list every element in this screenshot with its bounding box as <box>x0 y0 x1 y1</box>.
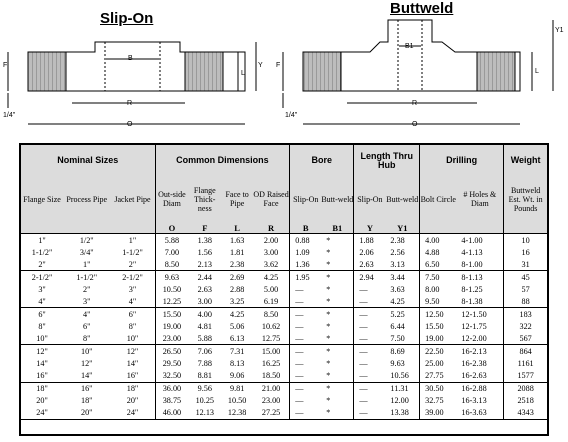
sub-header-weight: Buttweld Est. Wt. in Pounds <box>504 176 547 222</box>
table-row <box>21 382 547 395</box>
slip-on-label-o: O <box>127 121 133 128</box>
table-cell: 6" <box>110 308 155 321</box>
symbol-cell <box>110 222 155 234</box>
table-cell: * <box>321 357 354 369</box>
table-cell: 3.25 <box>221 295 253 308</box>
table-cell: 2.00 <box>253 234 290 247</box>
table-cell: 20" <box>63 407 110 420</box>
table-cell: 2.56 <box>385 246 419 258</box>
table-cell: 1.09 <box>295 247 310 257</box>
table-cell: — <box>290 295 322 308</box>
table-cell: 18" <box>36 384 48 394</box>
table-cell: — <box>359 346 368 356</box>
symbol-cell <box>21 222 63 234</box>
table-cell: — <box>295 358 304 368</box>
table-cell: 10.50 <box>162 284 182 294</box>
table-cell: 8.69 <box>385 345 419 358</box>
table-cell: 1.36 <box>290 258 322 271</box>
table-cell: 10 <box>521 235 530 245</box>
table-row <box>21 395 547 407</box>
table-cell: 1.38 <box>197 235 212 245</box>
flange-cross-section-drawings <box>0 0 568 134</box>
table-cell: 2.44 <box>197 272 212 282</box>
table-cell: 16-3.63 <box>456 407 503 420</box>
table-cell: 16" <box>80 384 93 394</box>
table-cell: 1577 <box>504 370 547 383</box>
table-cell: * <box>321 320 354 332</box>
table-cell: * <box>321 308 354 321</box>
table-cell: 2.88 <box>229 284 245 294</box>
table-cell: 4343 <box>504 407 547 420</box>
table-row <box>21 357 547 369</box>
table-cell: 7.06 <box>197 346 212 356</box>
buttweld-label-l: L <box>535 68 539 75</box>
table-cell: 10.56 <box>385 370 419 383</box>
group-header-common-dimensions: Common Dimensions <box>155 145 290 176</box>
flange-diagrams <box>0 0 568 134</box>
table-cell: 20" <box>36 396 48 406</box>
table-cell: 2.38 <box>385 234 419 247</box>
table-cell: 32.50 <box>155 370 188 383</box>
table-cell: 29.50 <box>162 358 182 368</box>
table-cell: 7.00 <box>164 247 180 257</box>
table-cell: * <box>321 395 354 407</box>
symbol-cell <box>420 222 457 234</box>
table-cell: 10.50 <box>227 396 247 406</box>
table-cell: — <box>295 346 304 356</box>
table-cell: 4-1.13 <box>456 246 503 258</box>
table-cell: — <box>295 284 304 294</box>
table-cell: 2.63 <box>197 284 212 294</box>
sub-header-process-pipe: Process Pipe <box>63 176 110 222</box>
table-cell: * <box>321 246 354 258</box>
sub-header-holes-diam: # Holes & Diam <box>456 176 503 222</box>
table-cell: 9.06 <box>221 370 253 383</box>
table-cell: 12-2.00 <box>456 332 503 345</box>
table-cell: 3" <box>110 283 155 295</box>
table-cell: 3/4" <box>79 247 94 257</box>
table-cell: 4.25 <box>253 271 290 284</box>
table-cell: 10.25 <box>195 396 214 406</box>
table-cell: 16-2.88 <box>456 382 503 395</box>
table-cell: 7.50 <box>425 272 440 282</box>
sub-header-flange-thickness: Flange Thick-ness <box>188 176 221 222</box>
table-cell: 9.56 <box>197 384 212 394</box>
table-cell: 25.00 <box>425 358 444 368</box>
table-cell: 7.31 <box>229 346 245 356</box>
symbol-l: L <box>221 222 253 234</box>
table-cell: * <box>321 407 354 420</box>
table-cell: * <box>321 234 354 247</box>
table-cell: 8" <box>38 321 46 331</box>
slip-on-label-f: F <box>3 62 8 69</box>
table-cell: — <box>354 370 386 383</box>
table-cell: 13.38 <box>385 407 419 420</box>
table-cell: 12.25 <box>155 295 188 308</box>
table-cell: 10" <box>21 332 63 345</box>
table-cell: — <box>290 407 322 420</box>
table-cell: 46.00 <box>155 407 188 420</box>
table-cell: 12" <box>110 345 155 358</box>
table-cell: 2088 <box>517 384 534 394</box>
table-cell: 12.50 <box>425 309 444 319</box>
table-body <box>21 234 547 420</box>
table-cell: — <box>295 384 304 394</box>
symbol-y1: Y1 <box>385 222 419 234</box>
table-cell: 5.25 <box>385 308 419 321</box>
table-cell: 4-1.00 <box>456 234 503 247</box>
table-cell: * <box>321 258 354 271</box>
table-cell: 2-1/2" <box>110 271 155 284</box>
table-cell: 4.00 <box>197 309 212 319</box>
table-cell: 3" <box>38 284 46 294</box>
group-header-nominal-sizes: Nominal Sizes <box>21 145 155 176</box>
table-cell: * <box>321 345 354 358</box>
table-cell: 16-2.63 <box>456 370 503 383</box>
table-cell: 12.00 <box>385 395 419 407</box>
symbol-o: O <box>155 222 188 234</box>
table-cell: 1.56 <box>197 247 212 257</box>
table-cell: 12" <box>80 358 93 368</box>
table-cell: 9.63 <box>385 357 419 369</box>
group-header-bore: Bore <box>290 145 354 176</box>
table-cell: 23.00 <box>155 332 188 345</box>
table-cell: — <box>359 358 368 368</box>
table-cell: 88 <box>504 295 547 308</box>
table-cell: 16-2.13 <box>456 345 503 358</box>
table-cell: — <box>359 309 368 319</box>
flange-dimensions-table <box>19 143 549 436</box>
sub-header-face-to-pipe: Face to Pipe <box>221 176 253 222</box>
table-cell: 5.88 <box>188 332 221 345</box>
table-cell: 3.00 <box>188 295 221 308</box>
table-cell: 12.13 <box>188 407 221 420</box>
table-cell: 6.50 <box>420 258 457 271</box>
table-cell: * <box>321 295 354 308</box>
sub-header-hub-buttweld: Butt-weld <box>385 176 419 222</box>
table-cell: 1-1/2" <box>76 272 98 282</box>
table-row <box>21 345 547 358</box>
table-cell: 15.50 <box>162 309 182 319</box>
slip-on-title: Slip-On <box>100 10 154 27</box>
table-cell: 14" <box>110 357 155 369</box>
table-cell: 8.13 <box>229 358 245 368</box>
sub-header-flange-size: Flange Size <box>21 176 63 222</box>
table-cell: — <box>359 384 368 394</box>
table-cell: 2.38 <box>221 258 253 271</box>
table-cell: 864 <box>519 346 532 356</box>
table-cell: 8" <box>63 332 110 345</box>
slip-on-label-b: B <box>128 55 133 62</box>
table-cell: 18" <box>110 382 155 395</box>
buttweld-label-r: R <box>412 100 418 107</box>
table-cell: 9.50 <box>420 295 457 308</box>
table-cell: * <box>321 382 354 395</box>
table-cell: 2.13 <box>188 258 221 271</box>
table-cell: 1-1/2" <box>31 247 53 257</box>
table-cell: 567 <box>504 332 547 345</box>
sub-header-hub-slip-on: Slip-On <box>354 176 386 222</box>
table-cell: 3" <box>63 295 110 308</box>
table-cell: 11.31 <box>385 382 419 395</box>
buttweld-label-o: O <box>412 121 418 128</box>
table-cell: 12" <box>36 346 48 356</box>
table-cell: 32.75 <box>425 396 444 406</box>
table-cell: 36.00 <box>162 384 182 394</box>
table-cell: 12-1.75 <box>456 320 503 332</box>
table-cell: 16 <box>521 247 530 257</box>
table-row <box>21 332 547 345</box>
group-header-length-thru-hub: Length Thru Hub <box>354 145 420 176</box>
table-cell: — <box>295 321 304 331</box>
table-cell: 2" <box>110 258 155 271</box>
table-cell: 9.81 <box>229 384 245 394</box>
table-cell: — <box>359 284 368 294</box>
table-cell: 31 <box>504 258 547 271</box>
table-cell: — <box>359 396 368 406</box>
table-cell: — <box>354 407 386 420</box>
table-cell: 14" <box>63 370 110 383</box>
table-cell: 18.50 <box>253 370 290 383</box>
table-cell: 7.88 <box>197 358 212 368</box>
buttweld-label-quarter: 1/4" <box>285 112 298 119</box>
table-cell: * <box>321 271 354 284</box>
table-cell: — <box>359 321 368 331</box>
table-cell: 8.81 <box>188 370 221 383</box>
table-cell: 0.88 <box>295 235 310 245</box>
slip-on-label-l: L <box>241 70 245 77</box>
table-cell: 15.50 <box>425 321 444 331</box>
table-cell: 27.25 <box>253 407 290 420</box>
table-cell: 8.00 <box>425 284 440 294</box>
table-cell: 19.00 <box>162 321 182 331</box>
table-cell: 23.00 <box>253 395 290 407</box>
table-cell: 1.95 <box>295 272 310 282</box>
table-cell: 20" <box>110 395 155 407</box>
buttweld-drawing <box>283 20 553 124</box>
table-cell: 4" <box>21 295 63 308</box>
table-cell: 6.13 <box>221 332 253 345</box>
table-cell: 322 <box>519 321 532 331</box>
slip-on-label-r: R <box>127 100 133 107</box>
table-cell: 183 <box>519 309 532 319</box>
symbol-f: F <box>188 222 221 234</box>
table-cell: 57 <box>521 284 530 294</box>
table-cell: 30.50 <box>425 384 444 394</box>
table-cell: 4" <box>110 295 155 308</box>
table-cell: 9.63 <box>164 272 180 282</box>
table-row <box>21 407 547 420</box>
table-cell: 16" <box>110 370 155 383</box>
table-cell: 16-2.38 <box>456 357 503 369</box>
table-cell: 1/2" <box>79 235 94 245</box>
table-cell: 19.00 <box>420 332 457 345</box>
table-row <box>21 295 547 308</box>
table-cell: 1" <box>63 258 110 271</box>
table-row <box>21 370 547 383</box>
table-cell: 2518 <box>517 396 534 406</box>
table-cell: * <box>321 283 354 295</box>
table-cell: * <box>321 332 354 345</box>
table-cell: 16.25 <box>253 357 290 369</box>
table-cell: 4.81 <box>197 321 212 331</box>
table-cell: 3.62 <box>253 258 290 271</box>
table-row <box>21 234 547 247</box>
sub-header-bolt-circle: Bolt Circle <box>420 176 457 222</box>
table-cell: 6.44 <box>385 320 419 332</box>
table-cell: 5.00 <box>253 283 290 295</box>
table-cell: 5.88 <box>164 235 180 245</box>
table-cell: 4.25 <box>385 295 419 308</box>
group-header-drilling: Drilling <box>420 145 504 176</box>
table-cell: 8-1.13 <box>456 271 503 284</box>
table-cell: 1" <box>38 235 46 245</box>
sub-header-bore-slip-on: Slip-On <box>290 176 322 222</box>
table-cell: 27.75 <box>420 370 457 383</box>
table-cell: 1.63 <box>229 235 245 245</box>
table-cell: 2.63 <box>354 258 386 271</box>
table-row <box>21 308 547 321</box>
table-cell: 2.94 <box>359 272 374 282</box>
table-cell: 8" <box>110 320 155 332</box>
table-row <box>21 246 547 258</box>
table-cell: * <box>321 370 354 383</box>
table-cell: 2-1/2" <box>31 272 53 282</box>
symbol-cell <box>456 222 503 234</box>
table-cell: 16-3.13 <box>456 395 503 407</box>
table-cell: 21.00 <box>253 382 290 395</box>
table-cell: 26.50 <box>162 346 182 356</box>
slip-on-label-quarter: 1/4" <box>3 112 16 119</box>
table-cell: 3.00 <box>253 246 290 258</box>
sub-header-jacket-pipe: Jacket Pipe <box>110 176 155 222</box>
table-row <box>21 271 547 284</box>
table-cell: 1" <box>110 234 155 247</box>
table-cell: 4.88 <box>425 247 440 257</box>
table-cell: — <box>295 396 304 406</box>
table-cell: 39.00 <box>420 407 457 420</box>
table-cell: 4.25 <box>229 309 245 319</box>
table-cell: 1.88 <box>359 235 374 245</box>
table-cell: — <box>290 332 322 345</box>
table-cell: 6" <box>38 309 46 319</box>
table-cell: 1-1/2" <box>110 246 155 258</box>
table-cell: 3.63 <box>385 283 419 295</box>
symbol-cell <box>63 222 110 234</box>
table-cell: 16" <box>21 370 63 383</box>
table-cell: 4" <box>83 309 91 319</box>
buttweld-label-f: F <box>276 62 281 69</box>
table-cell: 8-1.25 <box>456 283 503 295</box>
table-cell: 45 <box>521 272 530 282</box>
table-cell: 12.38 <box>221 407 253 420</box>
table-cell: 6" <box>83 321 91 331</box>
buttweld-label-b1: B1 <box>405 43 414 50</box>
buttweld-label-y1: Y1 <box>555 27 564 34</box>
table-cell: 2.69 <box>229 272 245 282</box>
group-header-weight: Weight <box>504 145 547 176</box>
table-cell: 12.75 <box>253 332 290 345</box>
symbol-r: R <box>253 222 290 234</box>
table-cell: 2" <box>21 258 63 271</box>
table-cell: — <box>354 332 386 345</box>
table-cell: 38.75 <box>162 396 182 406</box>
table-cell: 10" <box>110 332 155 345</box>
table-cell: 24" <box>21 407 63 420</box>
table-cell: 8-1.00 <box>456 258 503 271</box>
table-cell: 12-1.50 <box>456 308 503 321</box>
table-cell: 8.50 <box>253 308 290 321</box>
symbol-cell <box>504 222 547 234</box>
table-cell: 4.00 <box>425 235 440 245</box>
table-cell: 8.50 <box>155 258 188 271</box>
table-row <box>21 320 547 332</box>
sub-header-bore-buttweld: Butt-weld <box>321 176 354 222</box>
table-cell: 15.00 <box>253 345 290 358</box>
table-cell: 2.06 <box>359 247 374 257</box>
sub-header-od-raised-face: OD Raised Face <box>253 176 290 222</box>
symbol-b1: B1 <box>321 222 354 234</box>
symbol-b: B <box>290 222 322 234</box>
table-cell: 7.50 <box>385 332 419 345</box>
table-cell: 1.81 <box>229 247 245 257</box>
table-cell: 2" <box>83 284 91 294</box>
table-cell: 22.50 <box>425 346 444 356</box>
table-cell: 1161 <box>517 358 534 368</box>
table-cell: — <box>354 295 386 308</box>
table-cell: 10" <box>80 346 93 356</box>
table-cell: 6.19 <box>253 295 290 308</box>
table-cell: 3.13 <box>385 258 419 271</box>
table-cell: 18" <box>80 396 93 406</box>
table-cell: — <box>290 370 322 383</box>
table-cell: — <box>295 309 304 319</box>
table-row <box>21 283 547 295</box>
sub-header-outside-diam: Out-side Diam <box>155 176 188 222</box>
slip-on-label-y: Y <box>258 62 263 69</box>
table-cell: 10.62 <box>253 320 290 332</box>
table-cell: 24" <box>110 407 155 420</box>
table-cell: 8-1.38 <box>456 295 503 308</box>
buttweld-title: Buttweld <box>390 0 454 17</box>
table-row <box>21 258 547 271</box>
symbol-y: Y <box>354 222 386 234</box>
table-cell: 14" <box>36 358 48 368</box>
table-cell: 3.44 <box>385 271 419 284</box>
table-cell: 5.06 <box>229 321 245 331</box>
